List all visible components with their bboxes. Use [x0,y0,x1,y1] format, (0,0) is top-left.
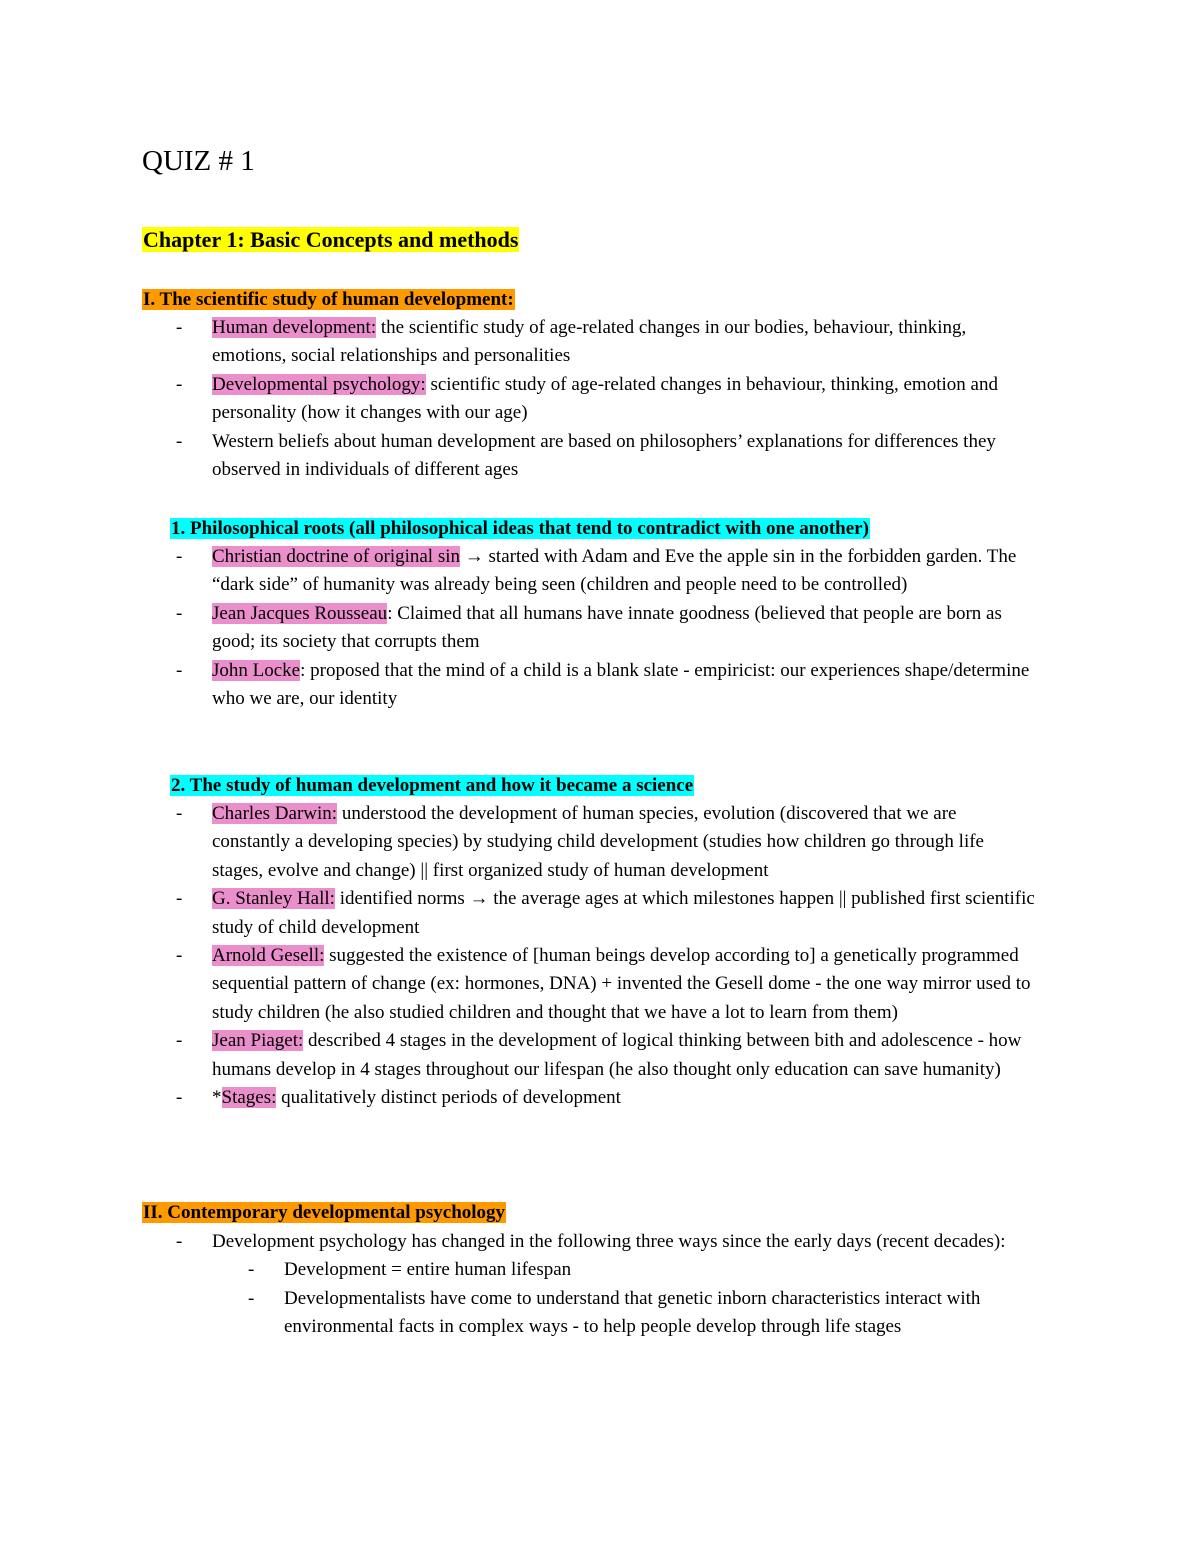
term-highlight: Jean Jacques Rousseau [212,602,388,624]
section-1-list [176,314,1036,484]
definition-text: described 4 stages in the development of logical thinking between bith and adolescence - how humans develop in 4 stages throughout our lifespan (he also thought only education can save humanity) [212,1030,1022,1080]
section-heading-1 [142,286,515,314]
term-highlight: Jean Piaget: [212,1030,304,1052]
nested-list-item [248,1256,1036,1284]
list-item [176,600,1036,657]
term-highlight: Christian doctrine of original sin [212,546,461,567]
chapter-heading-text: Chapter 1: Basic Concepts and methods [143,227,519,252]
list-item [176,1084,1036,1112]
list-item [176,371,1036,428]
definition-text: understood the development of human species, evolution (discovered that we are constantly a developing species) by studying child development (studies how children go through life stages, evolve and change) || first organized study of human development [212,803,984,881]
list-item [176,657,1036,714]
term-highlight: G. Stanley Hall: [212,888,335,910]
list-item [176,543,1036,600]
section-heading-2-text: II. Contemporary developmental psychology [143,1202,506,1223]
list-item [176,885,1036,942]
definition-text: Western beliefs about human development are based on philosophers’ explanations for differences they observed in individuals of different ages [212,430,996,481]
section-heading-1-text: I. The scientific study of human development: [143,289,514,310]
nested-item-text: Developmentalists have come to understand that genetic inborn characteristics interact with environmental facts in complex ways - to help people develop through life stages [284,1287,981,1338]
subsection-1-list [176,543,1036,713]
term-highlight: Arnold Gesell: [212,945,325,967]
list-item [176,1027,1036,1084]
term-highlight: John Locke [212,659,301,681]
nested-item-text: Development = entire human lifespan [284,1259,572,1281]
definition-text: scientific study of age-related changes in behaviour, thinking, emotion and personality (how it changes with our age) [212,373,998,424]
term-highlight: Human development: [212,317,377,338]
term-highlight: Charles Darwin: [212,803,338,824]
term-highlight: Stages: [221,1087,277,1109]
asterisk-prefix: * [212,1087,222,1109]
subsection-heading-2 [170,772,694,800]
definition-text: the scientific study of age-related changes in our bodies, behaviour, thinking, emotions, social relationships and personalities [212,317,967,367]
definition-text: : Claimed that all humans have innate goodness (believed that people are born as good; its society that corrupts them [212,602,1002,653]
list-item [176,428,1036,485]
definition-text: qualitatively distinct periods of development [276,1087,621,1109]
subsection-heading-1-text: 1. Philosophical roots (all philosophical ideas that tend to contradict with one another) [171,518,869,539]
nested-list [212,1256,1036,1341]
definition-text: → started with Adam and Eve the apple sin in the forbidden garden. The “dark side” of humanity was already being seen (children and people need to be controlled) [212,546,1017,596]
definition-text: suggested the existence of [human beings develop according to] a genetically programmed sequential pattern of change (ex: hormones, DNA) + invented the Gesell dome - the one way mirror used to study children (he also studied children and thought that we have a lot to learn from them) [212,945,1031,1023]
list-item [176,942,1036,1027]
subsection-heading-2-text: 2. The study of human development and how it became a science [171,775,694,796]
definition-text: Development psychology has changed in the following three ways since the early days (recent decades): [212,1231,1006,1252]
list-item [176,314,1036,371]
section-2-list [176,1228,1036,1342]
nested-list-item [248,1285,1036,1342]
subsection-heading-1 [170,515,870,543]
chapter-heading [142,224,519,256]
subsection-2-list [176,800,1036,1112]
definition-text: identified norms → the average ages at which milestones happen || published first scientific study of child development [212,888,1035,938]
definition-text: : proposed that the mind of a child is a blank slate - empiricist: our experiences shape/determine who we are, our identity [212,659,1030,710]
section-heading-2 [142,1199,506,1227]
list-item [176,1228,1036,1342]
page-title: QUIZ # 1 [142,145,255,177]
list-item [176,800,1036,885]
term-highlight: Developmental psychology: [212,373,426,395]
